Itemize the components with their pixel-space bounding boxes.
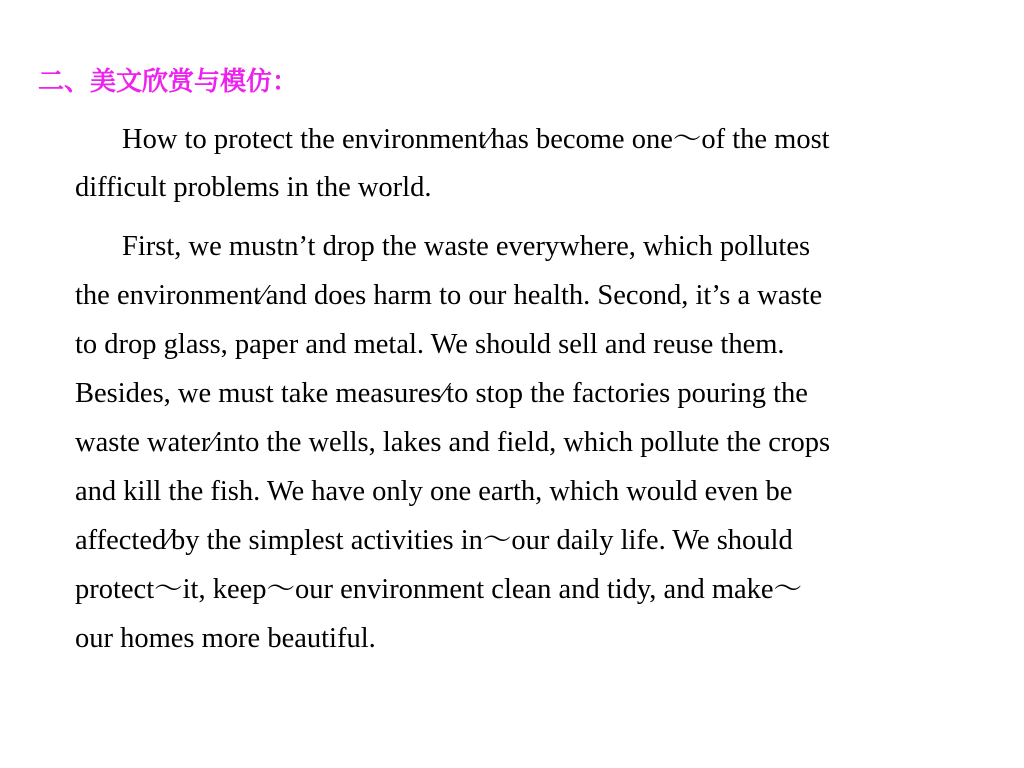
- paragraph-1-line-2: difficult problems in the world.: [75, 172, 432, 203]
- paragraph-2-line-4: Besides, we must take measures⁄to stop the factories pouring the: [75, 378, 808, 409]
- paragraph-2-line-7: affected⁄by the simplest activities in～our daily life. We should: [75, 525, 793, 556]
- paragraph-2-line-5: waste water⁄into the wells, lakes and field, which pollute the crops: [75, 427, 831, 458]
- paragraph-1-line-1: How to protect the environment⁄has become one～of the most: [122, 124, 830, 155]
- paragraph-2-line-1: First, we mustn’t drop the waste everywhere, which pollutes: [122, 231, 811, 262]
- paragraph-2-line-2: the environment⁄and does harm to our health. Second, it’s a waste: [75, 280, 823, 311]
- paragraph-2-line-6: and kill the fish. We have only one earth, which would even be: [75, 476, 793, 507]
- section-heading: 二、美文欣赏与模仿：: [38, 67, 299, 97]
- paragraph-2-line-8: protect～it, keep～our environment clean and tidy, and make～: [75, 574, 803, 605]
- paragraph-2-line-3: to drop glass, paper and metal. We should sell and reuse them.: [75, 329, 785, 360]
- paragraph-2-line-9: our homes more beautiful.: [75, 623, 376, 654]
